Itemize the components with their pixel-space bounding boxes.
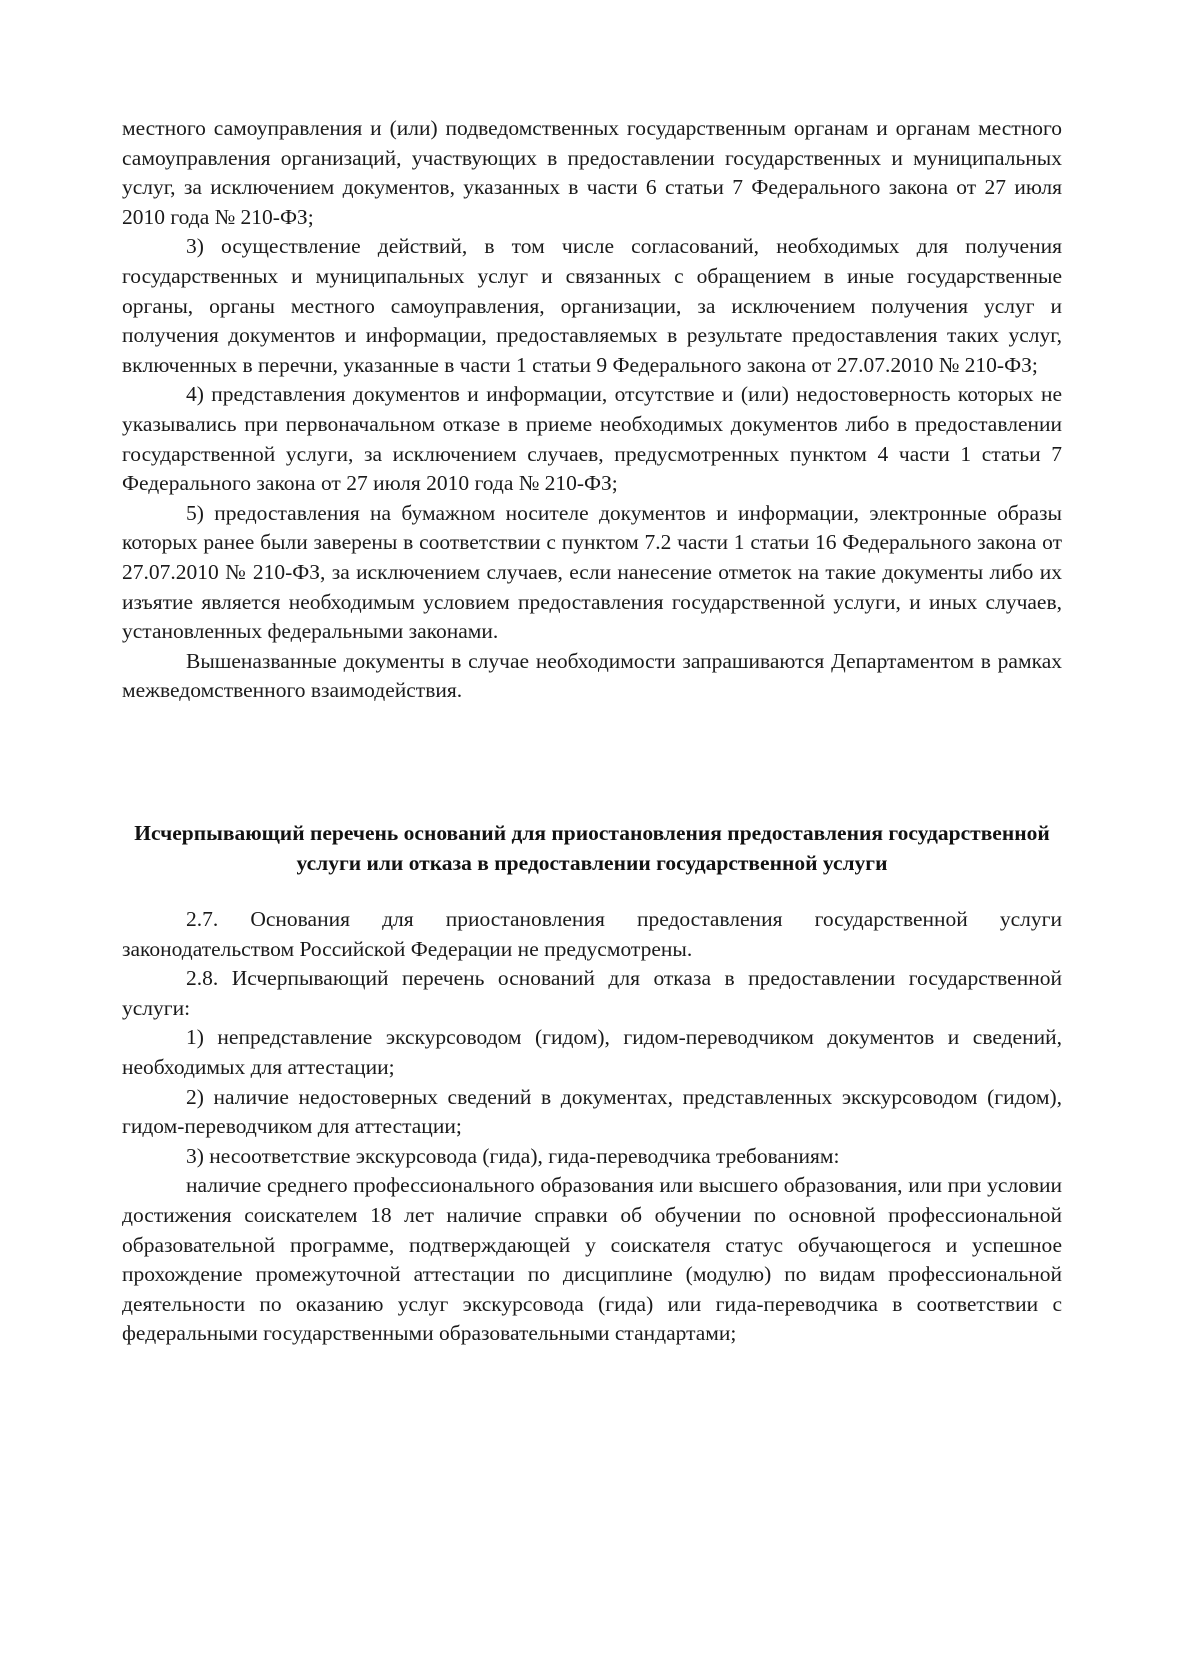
refusal-ground-2: 2) наличие недостоверных сведений в документах, представленных экскурсоводом (гидом), гидом-переводчиком для аттестации; [122,1084,1062,1139]
document-body-top [122,114,1062,706]
document-body-bottom [122,905,1062,1349]
paragraph-2-8: 2.8. Исчерпывающий перечень оснований для отказа в предоставлении государственной услуги: [122,966,1062,1020]
section-heading: Исчерпывающий перечень оснований для приостановления предоставления государственной услуги или отказа в предоставлении государственной услуги [134,821,1050,875]
paragraph-item-5: 5) предоставления на бумажном носителе документов и информации, электронные образы которых ранее были заверены в соответствии с пунктом 7.2 части 1 статьи 16 Федерального закона от 27.07.2010 № 210-ФЗ, за исключением случаев, если нанесение отметок на такие документы либо их изъятие является необходимым условием предоставления государственной услуги, и иных случаев, установленных федеральными законами. [122,500,1062,644]
refusal-ground-3: 3) несоответствие экскурсовода (гида), гида-переводчика требованиям: [186,1143,840,1168]
paragraph-item-3: 3) осуществление действий, в том числе согласований, необходимых для получения государственных и муниципальных услуг и связанных с обращением в иные государственные органы, органы местного самоуправления, организации, за исключением получения услуг и получения документов и информации, предоставляемых в результате предоставления таких услуг, включенных в перечни, указанные в части 1 статьи 9 Федерального закона от 27.07.2010 № 210-ФЗ; [122,234,1062,377]
paragraph-continuation: местного самоуправления и (или) подведомственных государственным органам и органам местного самоуправления организаций, участвующих в предоставлении государственных и муниципальных услуг, за исключением документов, указанных в части 6 статьи 7 Федерального закона от 27 июля 2010 года № 210-ФЗ; [122,116,1062,229]
education-requirement: наличие среднего профессионального образования или высшего образования, или при условии достижения соискателем 18 лет наличие справки об обучении по основной профессиональной образовательной программе, подтверждающей у соискателя статус обучающегося и успешное прохождение промежуточной аттестации по дисциплине (модулю) по видам профессиональной деятельности по оказанию услуг экскурсовода (гида) или гида-переводчика в соответствии с федеральными государственными образовательными стандартами; [122,1173,1062,1346]
paragraph-2-7: 2.7. Основания для приостановления предоставления государственной услуги законодательством Российской Федерации не предусмотрены. [122,907,1062,961]
refusal-ground-1: 1) непредставление экскурсоводом (гидом), гидом-переводчиком документов и сведений, необходимых для аттестации; [122,1025,1062,1079]
paragraph-item-4: 4) представления документов и информации, отсутствие и (или) недостоверность которых не указывались при первоначальном отказе в приеме необходимых документов либо в предоставлении государственной услуги, за исключением случаев, предусмотренных пунктом 4 части 1 статьи 7 Федерального закона от 27 июля 2010 года № 210-ФЗ; [122,382,1062,496]
paragraph-interagency-note: Вышеназванные документы в случае необходимости запрашиваются Департаментом в рамках межведомственного взаимодействия. [122,648,1062,703]
